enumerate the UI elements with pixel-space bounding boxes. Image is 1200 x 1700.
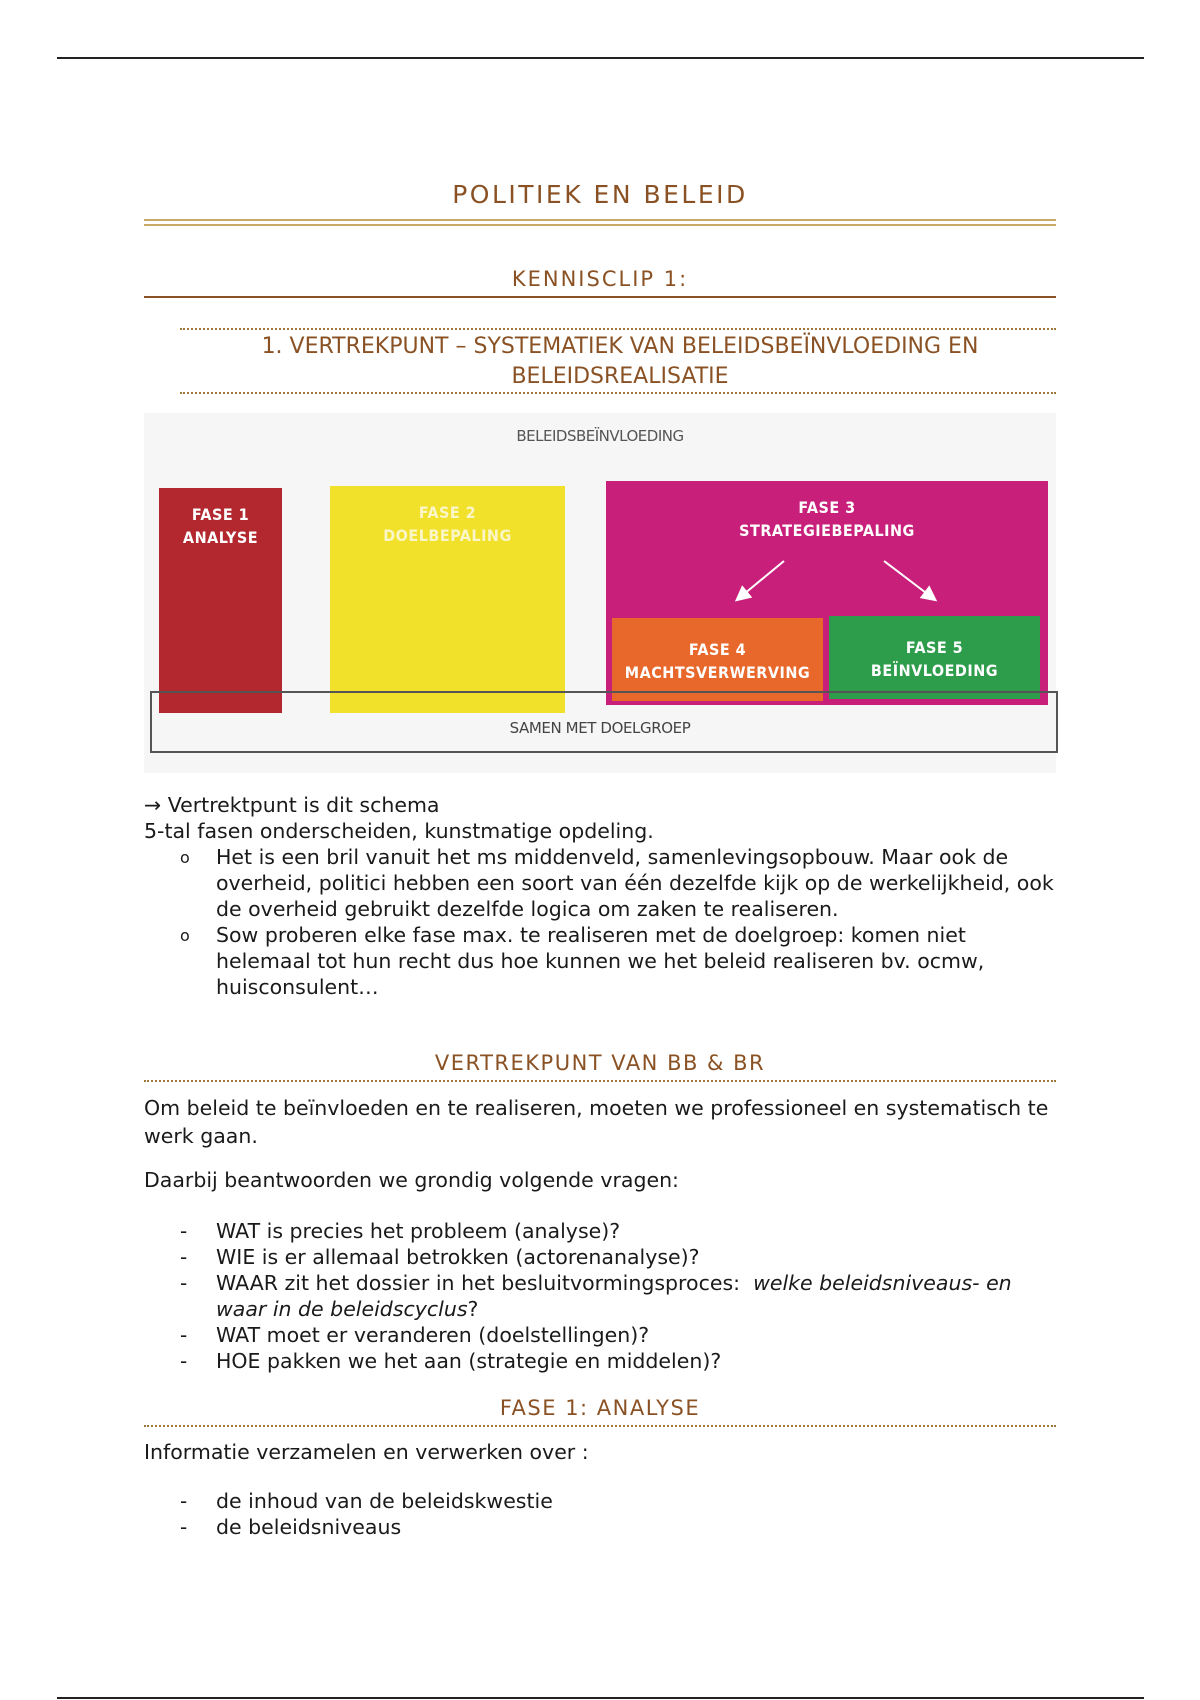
target-group-label: SAMEN MET DOELGROEP	[509, 719, 691, 737]
dash-bullet-icon: -	[180, 1219, 188, 1243]
bb-br-text: Om beleid te beïnvloeden en te realiseren, moeten we professioneel en systematisch te werk gaan.	[144, 1096, 1049, 1148]
phase-1-name: FASE 1	[191, 505, 250, 524]
section-rule-top	[180, 328, 1056, 330]
list-item	[172, 844, 1062, 922]
title-rule	[144, 224, 1056, 226]
fase-1-list	[172, 1488, 1062, 1540]
page-bottom-rule	[57, 1697, 1144, 1699]
circle-bullet-icon: o	[180, 926, 190, 945]
phase-5-label: BEÏNVLOEDING	[870, 661, 999, 680]
section-1-heading	[185, 332, 1055, 392]
list-item-text: HOE pakken we het aan (strategie en middelen)?	[216, 1349, 722, 1373]
list-item-text: WAT is precies het probleem (analyse)?	[216, 1219, 621, 1243]
list-item	[172, 922, 1062, 1000]
bb-br-heading: VERTREKPUNT VAN BB & BR	[434, 1051, 766, 1075]
list-item	[172, 1514, 1062, 1540]
dash-bullet-icon: -	[180, 1489, 188, 1513]
list-item-end: ?	[467, 1297, 479, 1321]
title-rule	[144, 219, 1056, 221]
dash-bullet-icon: -	[180, 1245, 188, 1269]
list-item-text: WIE is er allemaal betrokken (actorenanalyse)?	[216, 1245, 700, 1269]
list-item	[172, 1218, 1062, 1244]
questions-intro: Daarbij beantwoorden we grondig volgende vragen:	[144, 1168, 679, 1192]
list-item	[172, 1322, 1062, 1348]
document-title: POLITIEK EN BELEID	[452, 180, 748, 209]
list-item	[172, 1270, 1062, 1322]
section-1-heading-line-1: 1. VERTREKPUNT – SYSTEMATIEK VAN BELEIDSBEÏNVLOEDING EN	[261, 334, 979, 359]
phase-2-name: FASE 2	[418, 503, 477, 522]
circle-bullet-icon: o	[180, 848, 190, 867]
phase-2-label: DOELBEPALING	[383, 526, 512, 545]
dash-bullet-icon: -	[180, 1323, 188, 1347]
policy-phases-diagram	[144, 413, 1056, 773]
bb-br-rule	[144, 1080, 1056, 1082]
phase-3-name: FASE 3	[798, 498, 856, 517]
fase-1-rule	[144, 1425, 1056, 1427]
questions-list	[172, 1218, 1062, 1374]
dash-bullet-icon: -	[180, 1271, 188, 1295]
phase-4-label: MACHTSVERWERVING	[624, 663, 811, 682]
dash-bullet-icon: -	[180, 1349, 188, 1373]
list-item-text: de beleidsniveaus	[216, 1515, 402, 1539]
phase-4-name: FASE 4	[688, 640, 747, 659]
page-top-rule	[57, 57, 1144, 59]
list-item	[172, 1348, 1062, 1374]
phases-intro-line: 5-tal fasen onderscheiden, kunstmatige opdeling.	[144, 819, 654, 843]
arrow-to-phase-5-icon	[884, 561, 934, 599]
fase-1-text: Informatie verzamelen en verwerken over :	[144, 1440, 589, 1464]
circle-bullet-list	[172, 844, 1062, 1000]
phase-1-label: ANALYSE	[182, 528, 259, 547]
phase-3-label: STRATEGIEBEPALING	[739, 521, 915, 540]
list-item-text: de inhoud van de beleidskwestie	[216, 1489, 553, 1513]
phase-5-name: FASE 5	[905, 638, 964, 657]
dash-bullet-icon: -	[180, 1515, 188, 1539]
section-1-heading-line-2: BELEIDSREALISATIE	[511, 364, 729, 389]
starting-point-line: → Vertrektpunt is dit schema	[144, 793, 440, 817]
section-rule-bottom	[180, 392, 1056, 394]
fase-1-heading: FASE 1: ANALYSE	[499, 1396, 701, 1420]
arrow-to-phase-4-icon	[738, 561, 784, 599]
list-item	[172, 1244, 1062, 1270]
kennisclip-heading: KENNISCLIP 1:	[511, 267, 689, 291]
kennisclip-rule	[144, 296, 1056, 298]
list-item-emphasis: welke beleidsniveaus- en waar in de beleidscyclus	[216, 1271, 1012, 1321]
diagram-title: BELEIDSBEÏNVLOEDING	[516, 427, 684, 445]
list-item-text: WAAR zit het dossier in het besluitvormingsproces:	[216, 1271, 754, 1295]
list-item-text: Sow proberen elke fase max. te realiseren met de doelgroep: komen niet helemaal tot hun recht dus hoe kunnen we het beleid realiseren bv. ocmw, huisconsulent…	[216, 923, 985, 999]
list-item-text: Het is een bril vanuit het ms middenveld, samenlevingsopbouw. Maar ook de overheid, politici hebben een soort van één dezelfde kijk op de werkelijkheid, ook de overheid gebruikt dezelfde logica om zaken te realiseren.	[216, 845, 1054, 921]
list-item	[172, 1488, 1062, 1514]
list-item-text: WAT moet er veranderen (doelstellingen)?	[216, 1323, 650, 1347]
